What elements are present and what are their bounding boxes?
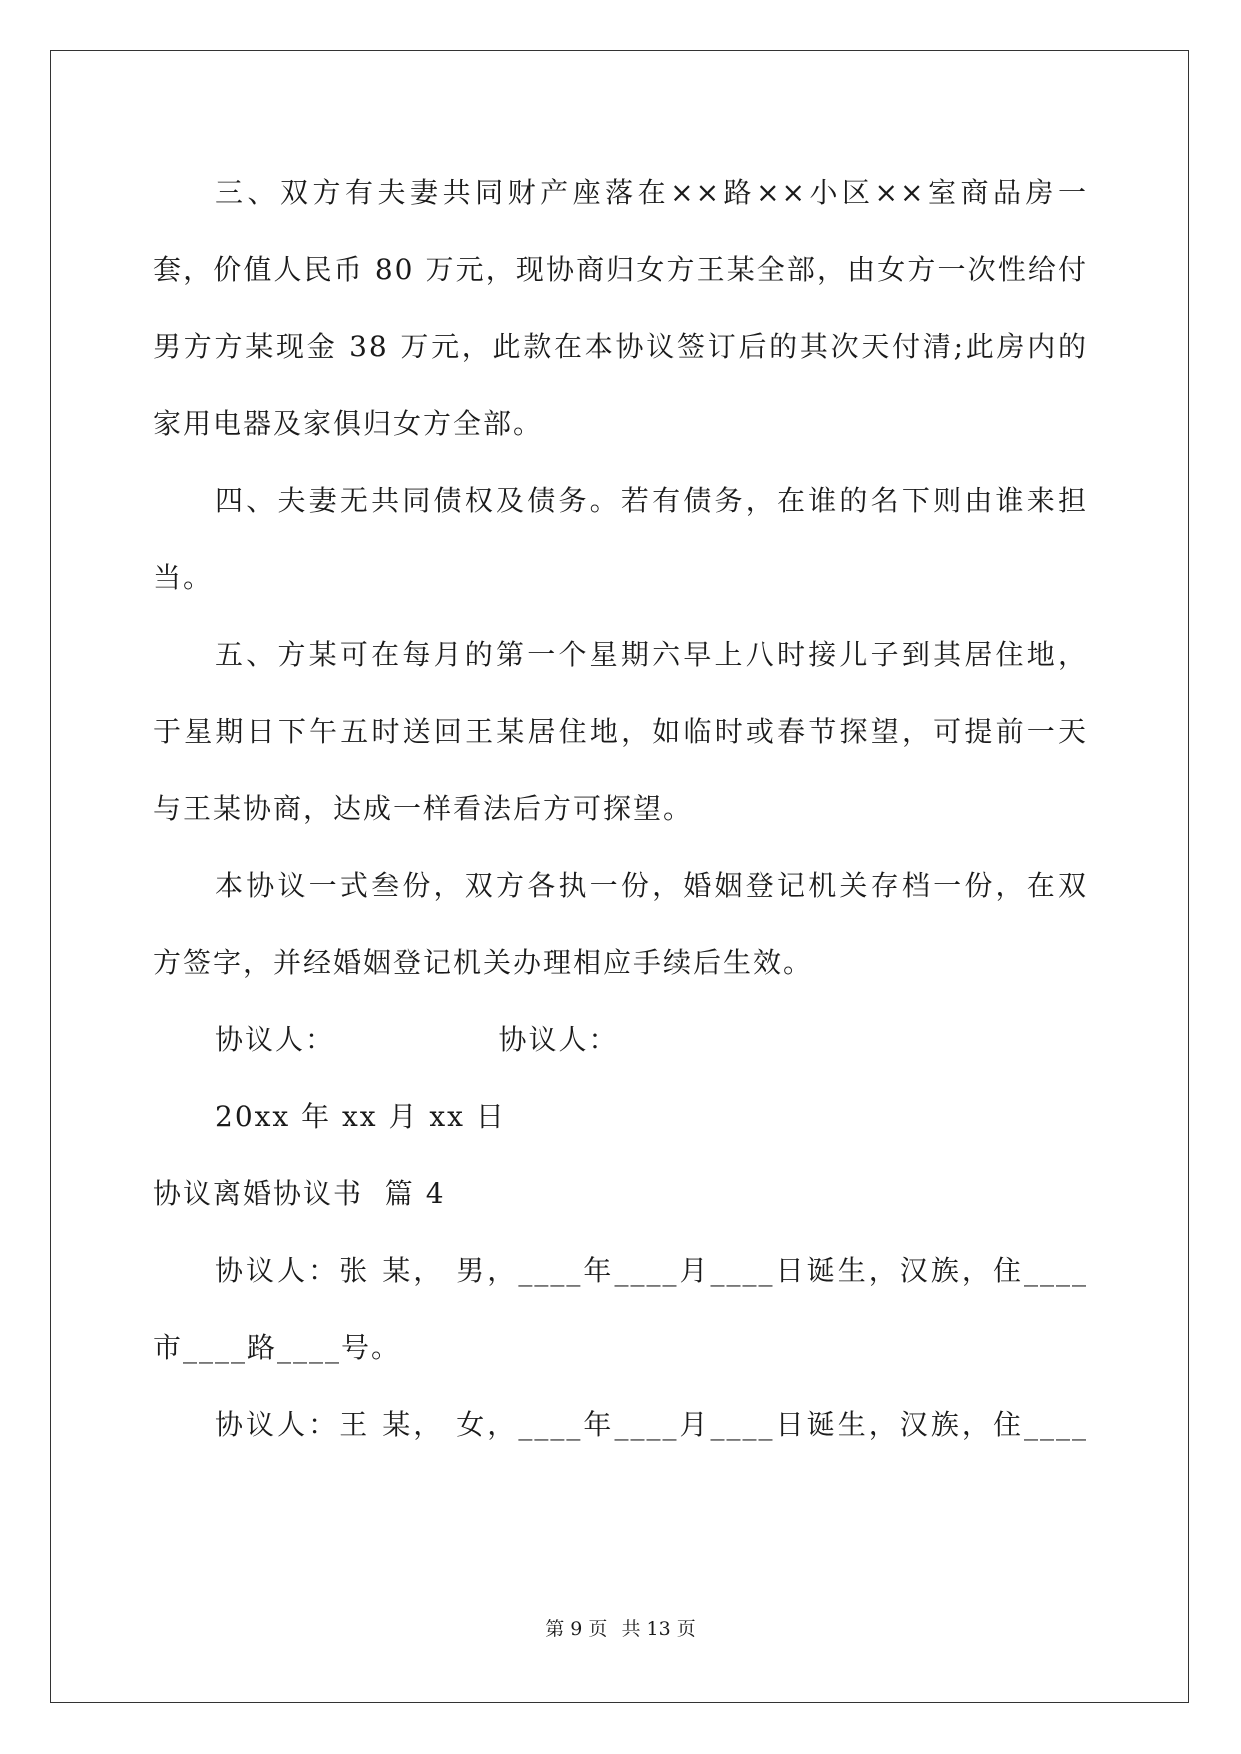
page-footer xyxy=(0,1617,1241,1641)
page-number: 第 9 页 xyxy=(545,1618,608,1640)
clause-4-line-2: 当。 xyxy=(153,561,214,594)
date-line: 20xx 年 xx 月 xx 日 xyxy=(215,1100,506,1133)
clause-4-line-1: 四、夫妻无共同债权及债务。若有债务，在谁的名下则由谁来担 xyxy=(215,484,1088,517)
clause-3-line-1: 三、双方有夫妻共同财产座落在××路××小区××室商品房一 xyxy=(215,176,1088,209)
clause-5-line-1: 五、方某可在每月的第一个星期六早上八时接儿子到其居住地， xyxy=(215,638,1088,671)
party-zhang-line-2: 市____路____号。 xyxy=(153,1331,402,1364)
clause-5-line-2: 于星期日下午五时送回王某居住地，如临时或春节探望，可提前一天 xyxy=(153,715,1088,748)
clause-3-line-2: 套，价值人民币 80 万元，现协商归女方王某全部，由女方一次性给付 xyxy=(153,253,1088,286)
party-wang-line-1: 协议人：王 某， 女，____年____月____日诞生，汉族，住____ xyxy=(215,1408,1088,1441)
section-heading: 协议离婚协议书 篇 4 xyxy=(153,1177,446,1210)
party-zhang-line-1: 协议人：张 某， 男，____年____月____日诞生，汉族，住____ xyxy=(215,1254,1088,1287)
page-total: 共 13 页 xyxy=(621,1618,696,1640)
clause-3-line-3: 男方方某现金 38 万元，此款在本协议签订后的其次天付清;此房内的 xyxy=(153,330,1088,363)
clause-5-line-3: 与王某协商，达成一样看法后方可探望。 xyxy=(153,792,694,825)
signature-line: 协议人： 协议人： xyxy=(215,1023,619,1056)
agreement-copies-line-2: 方签字，并经婚姻登记机关办理相应手续后生效。 xyxy=(153,946,814,979)
agreement-copies-line-1: 本协议一式叁份，双方各执一份，婚姻登记机关存档一份，在双 xyxy=(215,869,1088,902)
clause-3-line-4: 家用电器及家俱归女方全部。 xyxy=(153,407,544,440)
